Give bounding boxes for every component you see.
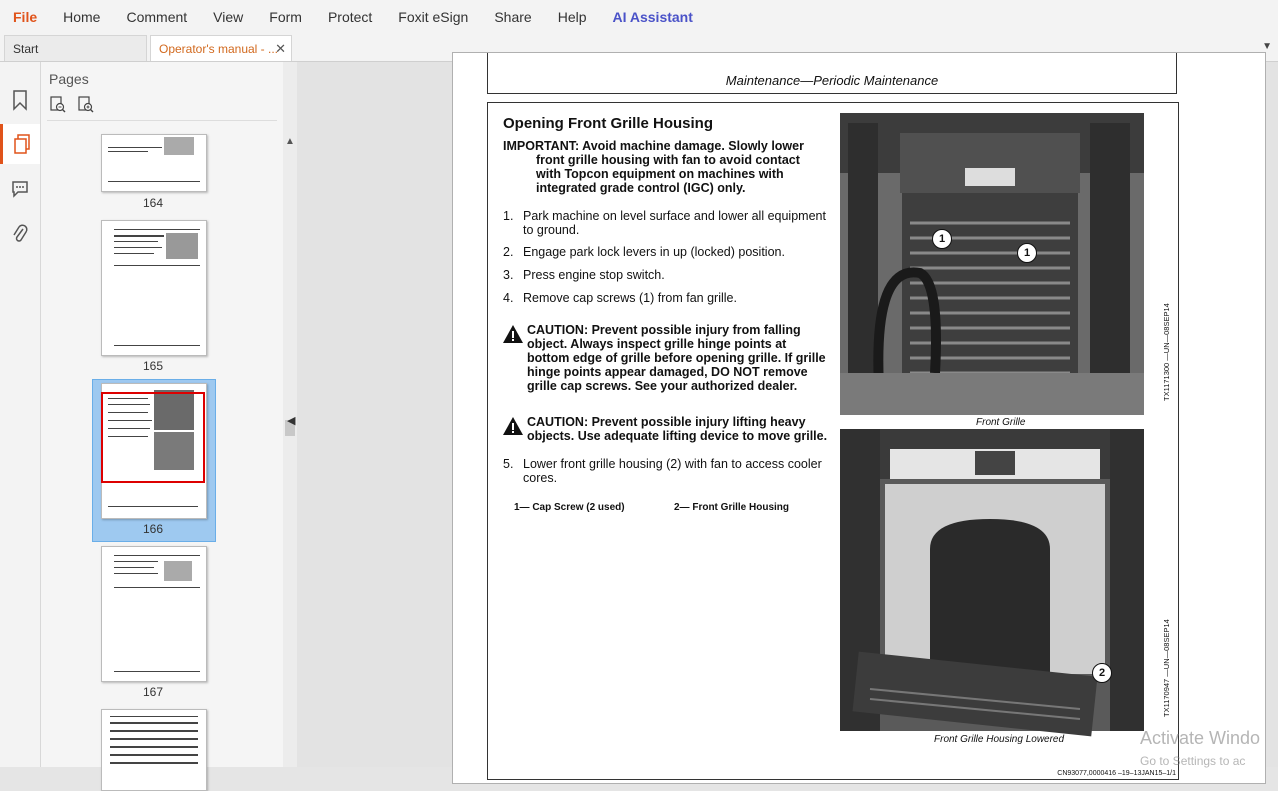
caution-triangle-icon bbox=[502, 324, 524, 347]
pages-toolbar bbox=[49, 96, 95, 119]
menu-share[interactable]: Share bbox=[494, 8, 532, 25]
page-thumbnail-167[interactable] bbox=[101, 546, 207, 682]
bookmark-icon[interactable] bbox=[0, 80, 40, 120]
step-number: 4. bbox=[503, 291, 514, 305]
pages-panel-title: Pages bbox=[49, 71, 89, 87]
step-1 bbox=[503, 209, 833, 237]
navigation-rail bbox=[0, 62, 41, 767]
important-line-1: IMPORTANT: Avoid machine damage. Slowly lower bbox=[503, 139, 804, 153]
callout-1-left: 1 bbox=[932, 229, 952, 249]
tab-start-label: Start bbox=[13, 42, 39, 56]
menu-protect[interactable]: Protect bbox=[327, 8, 373, 25]
page-thumbnail-165[interactable] bbox=[101, 220, 207, 356]
page-thumbnail-164[interactable] bbox=[101, 134, 207, 192]
menu-help[interactable]: Help bbox=[557, 8, 587, 25]
pages-separator bbox=[47, 120, 277, 121]
scroll-up-icon[interactable]: ▲ bbox=[285, 136, 295, 147]
tab-document[interactable] bbox=[150, 35, 292, 61]
step-number: 3. bbox=[503, 268, 514, 282]
page-thumbnails bbox=[41, 134, 283, 767]
document-view bbox=[297, 62, 1278, 777]
page-number-167: 167 bbox=[142, 685, 164, 699]
step-text: Park machine on level surface and lower all equipment to ground. bbox=[523, 209, 826, 237]
page-number-166: 166 bbox=[142, 522, 164, 536]
figure2-caption: Front Grille Housing Lowered bbox=[934, 734, 1065, 745]
caution-triangle-icon bbox=[502, 416, 524, 439]
menu-ai-assistant[interactable]: AI Assistant bbox=[612, 8, 693, 25]
front-grille-lowered-photo bbox=[840, 429, 1144, 731]
legend-front-grille-housing: 2— Front Grille Housing bbox=[674, 502, 790, 513]
step-2 bbox=[503, 245, 833, 259]
caution-lifting bbox=[502, 415, 832, 443]
tab-document-label: Operator's manual - ... bbox=[159, 42, 279, 56]
menu-comment[interactable]: Comment bbox=[126, 8, 188, 25]
tab-list-dropdown-icon[interactable]: ▼ bbox=[1262, 41, 1272, 52]
running-header: Maintenance—Periodic Maintenance bbox=[725, 73, 939, 88]
menu-form[interactable]: Form bbox=[269, 8, 302, 25]
figure2-code: TX1170947 —UN—08SEP14 bbox=[1162, 619, 1171, 717]
step-number: 1. bbox=[503, 209, 514, 223]
caution-falling-object bbox=[502, 323, 832, 393]
document-page bbox=[452, 52, 1266, 784]
comments-icon[interactable] bbox=[0, 168, 40, 208]
page-thumbnail-168[interactable] bbox=[101, 709, 207, 791]
current-view-frame[interactable] bbox=[101, 392, 205, 483]
step-text: Engage park lock levers in up (locked) position. bbox=[523, 245, 785, 259]
menu-bar bbox=[0, 0, 1278, 34]
important-line-4: integrated grade control (IGC) only. bbox=[536, 181, 746, 195]
running-header-box bbox=[487, 53, 1177, 94]
callout-2: 2 bbox=[1092, 663, 1112, 683]
step-3 bbox=[503, 268, 833, 282]
caution-text: CAUTION: Prevent possible injury from falling object. Always inspect grille hinge points at bottom edge of grille before opening grille. If grille hinge points appear damaged, DO NOT remove grille cap screws. See your authorized dealer. bbox=[527, 323, 826, 393]
step-4 bbox=[503, 291, 833, 305]
caution-text: CAUTION: Prevent possible injury lifting heavy objects. Use adequate lifting device to move grille. bbox=[527, 415, 828, 443]
important-line-2: front grille housing with fan to avoid contact bbox=[536, 153, 800, 167]
step-number: 2. bbox=[503, 245, 514, 259]
important-notice bbox=[503, 139, 823, 195]
step-text: Press engine stop switch. bbox=[523, 268, 665, 282]
zoom-in-pages-icon[interactable] bbox=[77, 96, 95, 119]
zoom-out-pages-icon[interactable] bbox=[49, 96, 67, 119]
important-line-3: with Topcon equipment on machines with bbox=[536, 167, 784, 181]
pages-icon[interactable] bbox=[0, 124, 40, 164]
activate-windows-subtext: Go to Settings to ac bbox=[1140, 754, 1246, 768]
close-tab-icon[interactable]: ✕ bbox=[275, 41, 286, 56]
step-text: Remove cap screws (1) from fan grille. bbox=[523, 291, 737, 305]
step-text: Lower front grille housing (2) with fan to access cooler cores. bbox=[523, 457, 822, 485]
menu-view[interactable]: View bbox=[213, 8, 244, 25]
collapse-panel-icon[interactable]: ◀ bbox=[287, 415, 296, 427]
front-grille-photo bbox=[840, 113, 1144, 415]
footer-code: CN93077,0000416 –19–13JAN15–1/1 bbox=[1057, 770, 1176, 777]
content-box bbox=[487, 102, 1179, 780]
section-title: Opening Front Grille Housing bbox=[503, 115, 713, 132]
activate-windows-watermark: Activate Windo bbox=[1140, 728, 1261, 748]
step-number: 5. bbox=[503, 457, 514, 471]
page-number-164: 164 bbox=[142, 196, 164, 210]
menu-file[interactable]: File bbox=[13, 8, 38, 25]
attachment-icon[interactable] bbox=[0, 214, 40, 254]
step-5 bbox=[503, 457, 833, 485]
pages-panel bbox=[41, 62, 283, 767]
tab-start[interactable] bbox=[4, 35, 147, 61]
menu-home[interactable]: Home bbox=[63, 8, 101, 25]
callout-1-right: 1 bbox=[1017, 243, 1037, 263]
figure1-caption: Front Grille bbox=[976, 417, 1026, 428]
legend-cap-screw: 1— Cap Screw (2 used) bbox=[514, 502, 625, 513]
page-number-165: 165 bbox=[142, 359, 164, 373]
figure1-code: TX1171300 —UN—08SEP14 bbox=[1162, 303, 1171, 401]
menu-foxit-esign[interactable]: Foxit eSign bbox=[398, 8, 469, 25]
